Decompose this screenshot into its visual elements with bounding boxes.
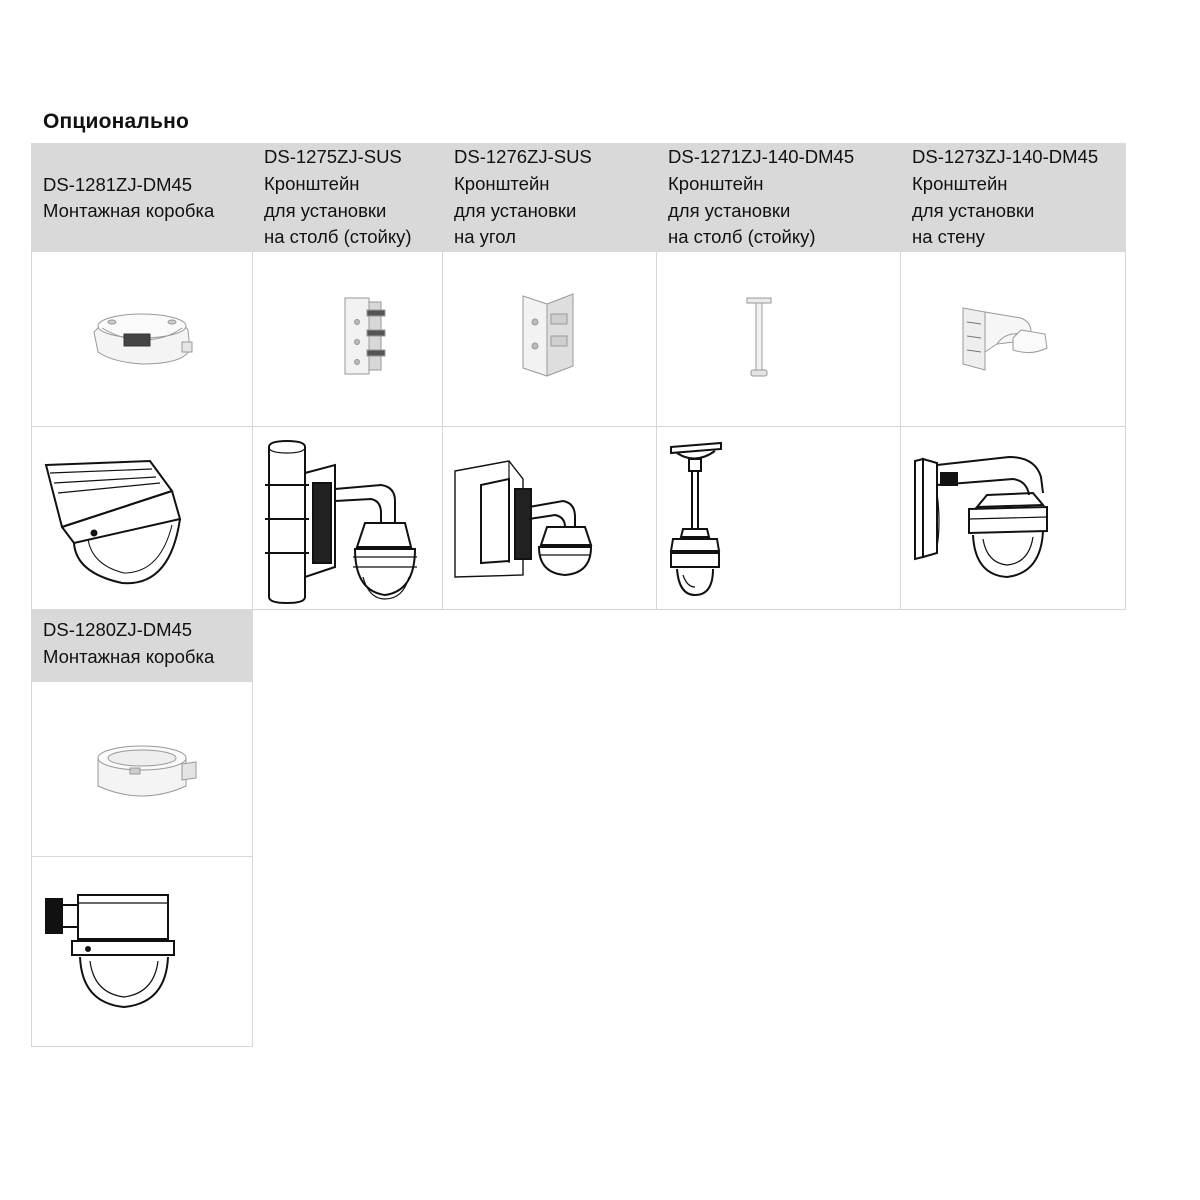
product-photo-row (32, 682, 253, 857)
product-model: DS-1271ZJ-140-DM45 (668, 146, 855, 167)
product-header (443, 144, 657, 252)
product-header (32, 610, 253, 682)
installation-drawing-cell (253, 427, 443, 610)
installation-drawing-row (32, 427, 1126, 610)
wall-bracket-icon (901, 252, 1125, 426)
dome-camera-on-junction-box-icon (32, 427, 252, 609)
product-photo-cell (657, 252, 901, 427)
product-header (901, 144, 1126, 252)
pole-mounted-ptz-camera-icon (253, 427, 442, 609)
product-description: на стену (912, 226, 985, 248)
product-photo-row (32, 252, 1126, 427)
product-description: Кронштейн (668, 172, 764, 194)
product-description: Монтажная коробка (43, 646, 215, 668)
junction-box-icon (32, 682, 252, 856)
pole-mount-adapter-icon (253, 252, 442, 426)
installation-drawing-cell (443, 427, 657, 610)
product-description: для установки (668, 199, 791, 221)
product-header (32, 144, 253, 252)
product-description: Кронштейн (264, 172, 360, 194)
header-row (32, 610, 253, 682)
header-row (32, 144, 1126, 252)
product-photo-cell (253, 252, 443, 427)
installation-drawing-cell (901, 427, 1126, 610)
installation-drawing-cell (32, 427, 253, 610)
corner-mounted-ptz-camera-icon (443, 427, 656, 609)
product-photo-cell (443, 252, 657, 427)
product-description: на угол (454, 226, 516, 248)
accessories-table (31, 143, 1126, 610)
installation-drawing-row (32, 857, 253, 1047)
product-description: для установки (454, 199, 577, 221)
product-description: для установки (264, 199, 387, 221)
product-description: Монтажная коробка (43, 200, 215, 222)
product-photo-cell (32, 252, 253, 427)
product-model: DS-1280ZJ-DM45 (43, 619, 193, 641)
product-model: DS-1281ZJ-DM45 (43, 173, 193, 195)
angled-junction-box-icon (32, 252, 252, 426)
installation-drawing-cell (657, 427, 901, 610)
product-description: на столб (стойку) (668, 226, 816, 248)
product-description: Кронштейн (454, 172, 550, 194)
wall-mounted-ptz-camera-icon (901, 427, 1125, 609)
product-header (253, 144, 443, 252)
product-model: DS-1276ZJ-SUS (454, 146, 592, 167)
pendant-mounted-camera-icon (657, 427, 900, 609)
product-model: DS-1275ZJ-SUS (264, 146, 402, 167)
installation-drawing-cell (32, 857, 253, 1047)
product-photo-cell (32, 682, 253, 857)
product-photo-cell (901, 252, 1126, 427)
product-description: для установки (912, 199, 1035, 221)
pendant-pole-icon (657, 252, 900, 426)
product-description: Кронштейн (912, 172, 1008, 194)
dome-camera-on-junction-box-icon (32, 857, 252, 1046)
accessories-table-second (31, 609, 253, 1047)
section-title: Опционально (43, 110, 189, 133)
corner-mount-adapter-icon (443, 252, 656, 426)
product-description: на столб (стойку) (264, 226, 412, 248)
product-model: DS-1273ZJ-140-DM45 (912, 146, 1099, 167)
product-header (657, 144, 901, 252)
